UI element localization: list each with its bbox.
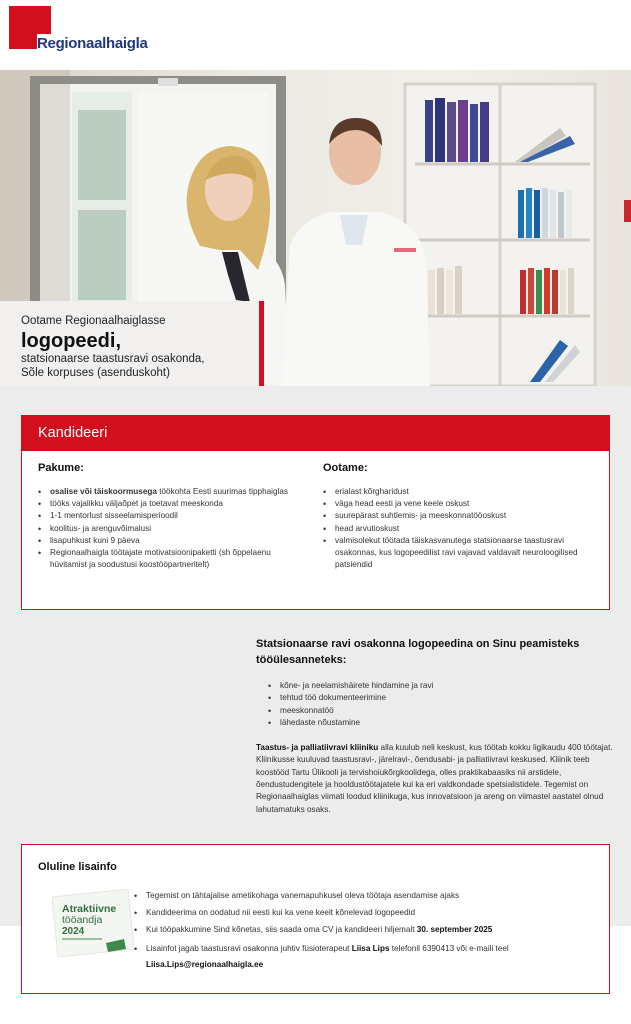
clinic-text: alla kuulub neli keskust, kus töötab kokku ligikaudu 400 töötajat. Kliinikusse kuuluvad taastusravi-, järelravi-, õendusabi- ja palliatiivravi keskused. Kliinik teeb koostööd Tartu Ülikooli ja tervishoiukõrgkoolidega, olles praktikabaasiks nii arstidele, õendustudengitele ja hooldustöötajatele kui ka eri valdkondade spetsialistidele. Tegemist on Regionaalhaiglas viimati loodud kliinikuga, kus innovatsioon ja areng on viimastel aastatel olnud lahutamatuks osaks. (256, 743, 613, 814)
offer-heading: Pakume: (38, 462, 84, 474)
list-item: • koolitus- ja arenguvõimalusi (38, 523, 308, 535)
expect-heading: Ootame: (323, 462, 368, 474)
job-title-box (0, 301, 264, 386)
list-item: • tehtud töö dokumenteerimine (268, 692, 616, 704)
list-item: • lisapuhkust kuni 9 päeva (38, 535, 308, 547)
contact-name: Liisa Lips (351, 944, 390, 953)
list-item: • kõne- ja neelamishäirete hindamine ja ravi (268, 680, 616, 692)
list-item (134, 924, 599, 936)
contact-email-link[interactable]: Liisa.Lips@regionaalhaigla.ee (146, 960, 264, 969)
duties-heading: Statsionaarse ravi osakonna logopeedina on Sinu peamisteks tööülesanneteks: (256, 638, 580, 666)
list-item: • Kandideerima on oodatud nii eesti kui ka vene keelt kõnelevad logopeedid (134, 907, 599, 919)
offer-column (38, 462, 308, 571)
deadline-date: 30. september 2025 (416, 925, 493, 934)
list-item: • Tegemist on tähtajalise ametikohaga vanemapuhkusel oleva töötaja asendamise ajaks (134, 890, 599, 902)
apply-card (21, 415, 610, 610)
list-item: • suurepärast suhtlemis- ja meeskonnatööoskust (323, 510, 603, 522)
offer-text: töökohta Eesti suurimas tipphaiglas (156, 487, 289, 496)
list-item: • valmisolekut töötada täiskasvanutega statsionaarse taastusravi osakonnas, kus logopeedilist ravi vajavad valdavalt neuroloogilised patsiendid (323, 535, 603, 572)
contact-phone-text: telefonil 6390413 või e-maili teel (389, 944, 509, 953)
list-item (134, 941, 599, 973)
apply-button[interactable]: Kandideeri (22, 416, 609, 451)
info-heading: Oluline lisainfo (38, 861, 117, 873)
attractive-employer-badge (52, 889, 134, 957)
info-list (134, 890, 599, 978)
list-item: • Regionaalhaigla töötajate motivatsioonipaketti (sh õppelaenu hüvitamist ja soodustusi koostööpartneritelt) (38, 547, 308, 571)
offer-list (38, 486, 308, 571)
department-line: statsionaarse taastusravi osakonda, (21, 353, 205, 365)
duties-section (256, 636, 616, 816)
list-item: • meeskonnatöö (268, 705, 616, 717)
badge-line1: Atraktiivne (62, 903, 117, 915)
duties-list (268, 680, 616, 729)
header (0, 0, 631, 70)
list-item: • lähedaste nõustamine (268, 717, 616, 729)
list-item: • 1-1 mentorlust sisseelamisperioodil (38, 510, 308, 522)
intro-text: Ootame Regionaalhaiglasse (21, 315, 166, 327)
deadline-text: Kui tööpakkumine Sind kõnetas, siis saada oma CV ja kandideeri hiljemalt (146, 925, 417, 934)
contact-text: Lisainfot jagab taastusravi osakonna juhtiv füsioterapeut (146, 944, 352, 953)
expect-list (323, 486, 603, 571)
list-item: • tööks vajalikku väljaõpet ja toetavat meeskonda (38, 498, 308, 510)
badge-line2: tööandja (62, 914, 103, 926)
location-line: Sõle korpuses (asenduskoht) (21, 367, 170, 379)
offer-highlight: osalise või täiskoormusega (50, 487, 157, 496)
clinic-description (256, 742, 616, 816)
clinic-name: Taastus- ja palliatiivravi kliiniku (256, 743, 379, 753)
badge-year: 2024 (62, 926, 85, 937)
info-card (21, 844, 610, 994)
expect-column (323, 462, 603, 571)
list-item: • erialast kõrgharidust (323, 486, 603, 498)
list-item: • head arvutioskust (323, 523, 603, 535)
list-item (38, 486, 308, 498)
list-item: • väga head eesti ja vene keele oskust (323, 498, 603, 510)
logo-wordmark[interactable]: Regionaalhaigla (37, 35, 148, 52)
job-title: logopeedi, (21, 330, 121, 352)
